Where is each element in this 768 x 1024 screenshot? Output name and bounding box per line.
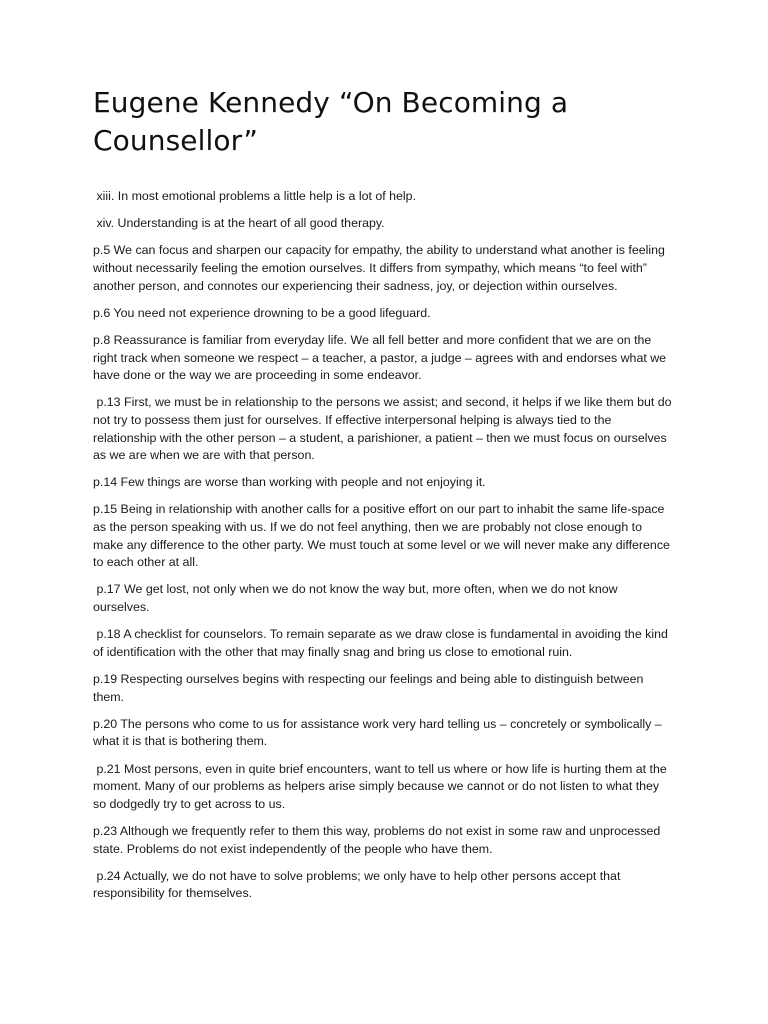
paragraph-p24: p.24 Actually, we do not have to solve problems; we only have to help other persons accept that responsibility for themselves. — [93, 868, 624, 901]
document-page — [93, 84, 675, 913]
paragraph-p8: p.8 Reassurance is familiar from everyday life. We all fell better and more confident that we are on the right track when someone we respect – a teacher, a pastor, a judge – agrees with and endorses what we have done or the way we are proceeding in some endeavor. — [93, 332, 670, 383]
paragraph-p23: p.23 Although we frequently refer to them this way, problems do not exist in some raw and unprocessed state. Problems do not exist independently of the people who have them. — [93, 823, 664, 856]
paragraph-p14: p.14 Few things are worse than working with people and not enjoying it. — [93, 475, 486, 490]
paragraph-p15: p.15 Being in relationship with another calls for a positive effort on our part to inhabit the same life-space as the person speaking with us. If we do not feel anything, then we are probably not close enough to make any difference to the other party. We must touch at some level or we will never make any difference to each other at all. — [93, 502, 674, 570]
document-title: Eugene Kennedy “On Becoming a Counsellor” — [93, 86, 569, 157]
paragraph-p19: p.19 Respecting ourselves begins with respecting our feelings and being able to distinguish between them. — [93, 672, 647, 704]
paragraph-xiv: xiv. Understanding is at the heart of all good therapy. — [93, 216, 385, 231]
paragraph-p17: p.17 We get lost, not only when we do not know the way but, more often, when we do not know ourselves. — [93, 582, 622, 615]
paragraph-xiii: xiii. In most emotional problems a little help is a lot of help. — [93, 189, 417, 203]
paragraph-p6: p.6 You need not experience drowning to be a good lifeguard. — [93, 305, 431, 320]
paragraph-p20: p.20 The persons who come to us for assistance work very hard telling us – concretely or symbolically – what it is that is bothering them. — [93, 716, 666, 749]
paragraph-p21: p.21 Most persons, even in quite brief encounters, want to tell us where or how life is hurting them at the moment. Many of our problems as helpers arise simply because we cannot or do not listen to what they so dodgedly try to get across to us. — [93, 761, 671, 811]
paragraph-p13: p.13 First, we must be in relationship to the persons we assist; and second, it helps if we like them but do not try to possess them just for ourselves. If effective interpersonal helping is always tied to the relationship with the other person – a student, a parishioner, a patient – then we must focus on ourselves as we are when we are with that person. — [93, 395, 675, 463]
paragraph-p18: p.18 A checklist for counselors. To remain separate as we draw close is fundamental in avoiding the kind of identification with the other that may finally snag and bring us close to emotional ruin. — [93, 627, 672, 659]
paragraph-p5: p.5 We can focus and sharpen our capacity for empathy, the ability to understand what another is feeling without necessarily feeling the emotion ourselves. It differs from sympathy, which means “to feel with” another person, and connotes our experiencing their sadness, joy, or dejection within ourselves. — [93, 243, 669, 293]
